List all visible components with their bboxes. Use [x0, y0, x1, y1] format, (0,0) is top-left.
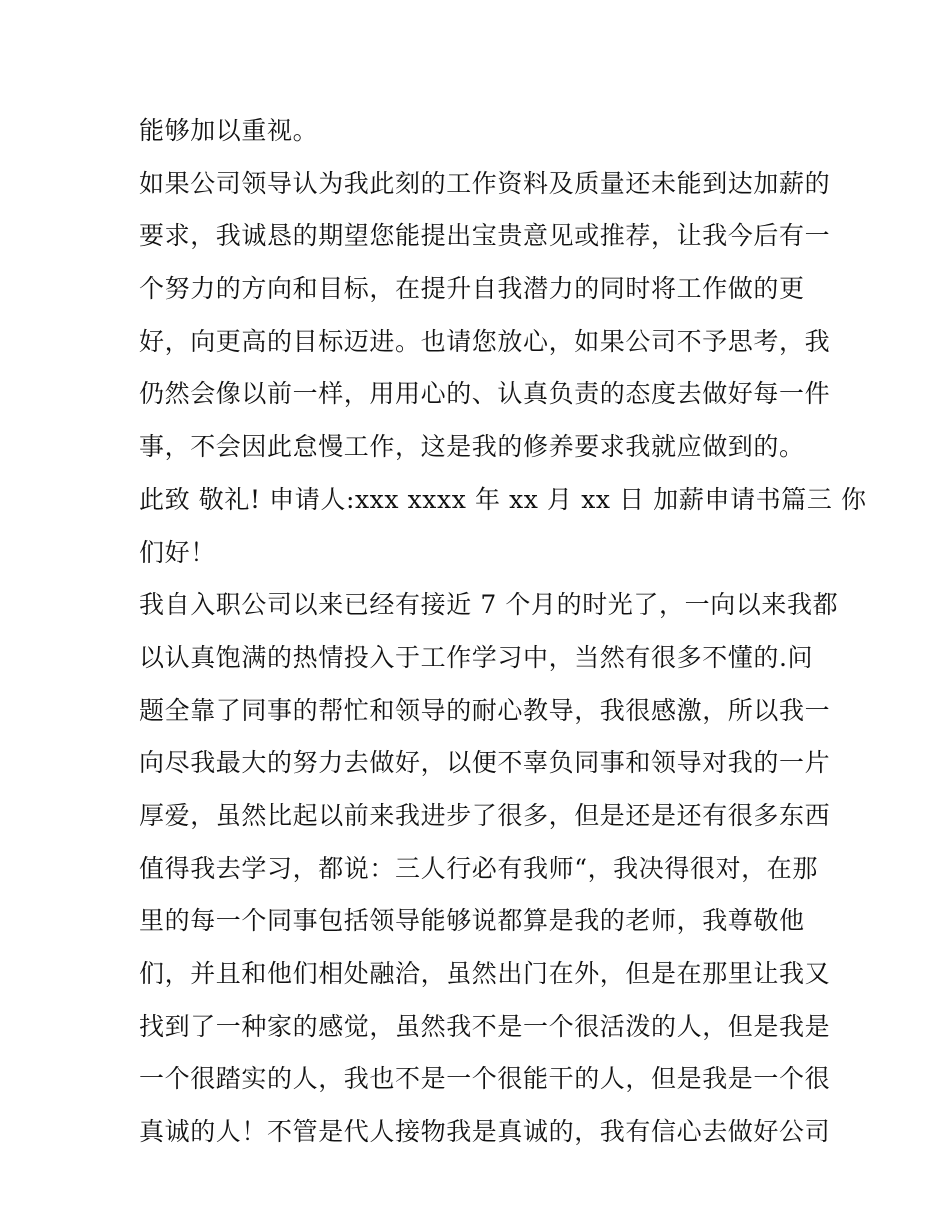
text-line: 一个很踏实的人，我也不是一个很能干的人，但是我是一个很 [139, 1064, 831, 1094]
text-line: 以认真饱满的热情投入于工作学习中，当然有很多不懂的.问 [139, 642, 814, 672]
text-line: 我自入职公司以来已经有接近 7 个月的时光了，一向以来我都 [139, 590, 839, 620]
text-line: 能够加以重视。 [139, 116, 319, 145]
text-line: 们，并且和他们相处融洽，虽然出门在外，但是在那里让我又 [139, 959, 831, 988]
text-line: 此致 敬礼! 申请人:xxx xxxx 年 xx 月 xx 日 加薪申请书篇三 你 [139, 484, 867, 514]
text-line: 事，不会因此怠慢工作，这是我的修养要求我就应做到的。 [139, 432, 805, 462]
text-line: 真诚的人！不管是代人接物我是真诚的，我有信心去做好公司 [139, 1117, 831, 1147]
text-line: 里的每一个同事包括领导能够说都算是我的老师，我尊敬他 [139, 906, 805, 936]
text-line: 找到了一种家的感觉，虽然我不是一个很活泼的人，但是我是 [139, 1011, 831, 1041]
text-line: 值得我去学习，都说：三人行必有我师“，我决得很对，在那 [139, 853, 818, 883]
text-line: 好，向更高的目标迈进。也请您放心，如果公司不予思考，我 [139, 326, 831, 356]
text-line: 向尽我最大的努力去做好，以便不辜负同事和领导对我的一片 [139, 748, 831, 778]
text-line: 如果公司领导认为我此刻的工作资料及质量还未能到达加薪的 [139, 168, 831, 198]
text-line: 仍然会像以前一样，用用心的、认真负责的态度去做好每一件 [139, 379, 831, 409]
text-line: 们好！ [139, 537, 216, 567]
text-line: 个努力的方向和目标，在提升自我潜力的同时将工作做的更 [139, 274, 805, 304]
text-line: 厚爱，虽然比起以前来我进步了很多，但是还是还有很多东西 [139, 800, 831, 830]
text-line: 要求，我诚恳的期望您能提出宝贵意见或推荐，让我今后有一 [139, 221, 831, 251]
document-body [139, 105, 867, 1159]
text-line: 题全靠了同事的帮忙和领导的耐心教导，我很感激，所以我一 [139, 695, 831, 725]
